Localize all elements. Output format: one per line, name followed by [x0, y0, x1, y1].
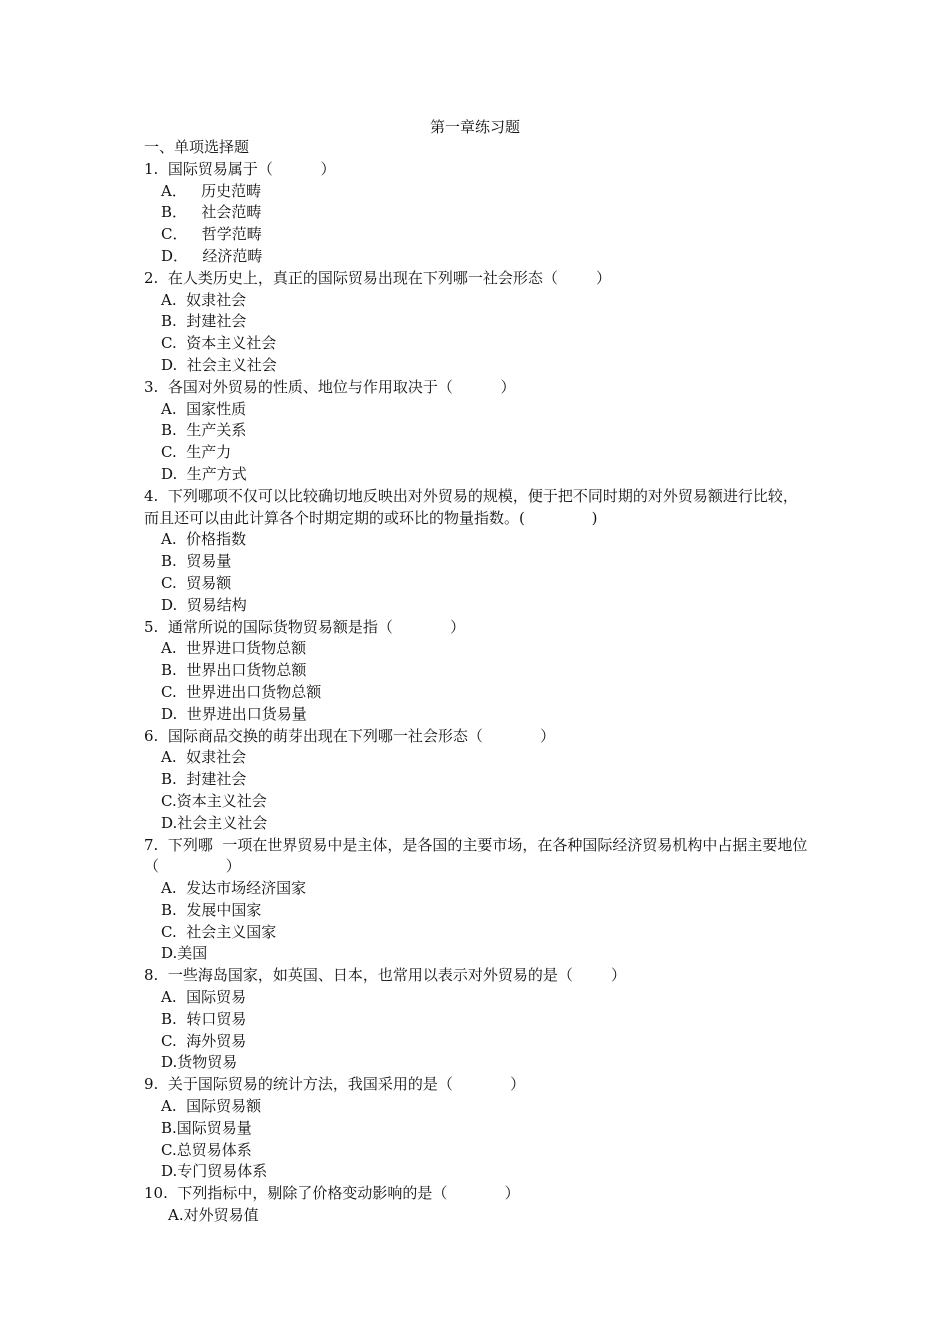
- question-8: [144, 965, 812, 1074]
- option-b: B. 世界出口货物总额: [161, 661, 307, 680]
- option-d: D.货物贸易: [161, 1053, 238, 1072]
- option-b: B. 转口贸易: [161, 1009, 247, 1028]
- option-a: A. 国际贸易: [161, 988, 247, 1007]
- option-a: A. 发达市场经济国家: [161, 879, 307, 898]
- option-c: C. 世界进出口货物总额: [161, 682, 322, 701]
- question-stem: 2. 在人类历史上，真正的国际贸易出现在下列哪一社会形态（ ）: [144, 268, 611, 287]
- option-a: A.对外贸易值: [168, 1206, 259, 1225]
- option-c: C.资本主义社会: [161, 791, 267, 810]
- page-title: 第一章练习题: [429, 118, 520, 136]
- question-stem: 1. 国际贸易属于（ ）: [144, 159, 336, 178]
- option-b: B. 封建社会: [161, 312, 247, 331]
- option-a: A. 国际贸易额: [161, 1097, 262, 1116]
- question-stem: 10. 下列指标中，剔除了价格变动影响的是（ ）: [144, 1184, 520, 1203]
- option-c: C. 贸易额: [161, 573, 232, 592]
- question-4: [144, 486, 812, 617]
- option-b: B. 贸易量: [161, 552, 232, 571]
- option-c: C. 社会主义国家: [161, 922, 277, 941]
- question-stem: 5. 通常所说的国际货物贸易额是指（ ）: [144, 617, 466, 636]
- option-a: A. 国家性质: [161, 399, 247, 418]
- option-b: B. 生产关系: [161, 421, 247, 440]
- option-d: D.专门贸易体系: [161, 1162, 268, 1181]
- question-stem: 7. 下列哪 一项在世界贸易中是主体，是各国的主要市场，在各种国际经济贸易机构中占据主要地位（ ）: [144, 835, 808, 876]
- option-d: D.美国: [161, 944, 208, 963]
- option-c: C.总贸易体系: [161, 1140, 252, 1159]
- option-c: C. 海外贸易: [161, 1031, 247, 1050]
- question-stem: 3. 各国对外贸易的性质、地位与作用取决于（ ）: [144, 377, 516, 396]
- option-a: A． 历史范畴: [161, 181, 262, 200]
- option-a: A. 奴隶社会: [161, 290, 247, 309]
- question-5: [144, 617, 812, 726]
- section-heading: 一、单项选择题: [144, 138, 250, 156]
- question-stem: 4. 下列哪项不仅可以比较确切地反映出对外贸易的规模，便于把不同时期的对外贸易额进行比较，而且还可以由此计算各个时期定期的或环比的物量指数。( ): [144, 486, 798, 527]
- question-stem: 9. 关于国际贸易的统计方法，我国采用的是（ ）: [144, 1075, 526, 1094]
- option-b: B. 封建社会: [161, 770, 247, 789]
- option-c: C. 资本主义社会: [161, 334, 277, 353]
- question-6: [144, 726, 812, 835]
- option-c: C. 生产力: [161, 443, 232, 462]
- question-10: [144, 1183, 812, 1227]
- option-d: D. 贸易结构: [161, 595, 247, 614]
- question-7: [144, 835, 812, 966]
- option-c: C． 哲学范畴: [161, 225, 262, 244]
- question-stem: 8. 一些海岛国家，如英国、日本，也常用以表示对外贸易的是（ ）: [144, 966, 626, 985]
- question-list: [144, 137, 812, 1227]
- option-b: B. 发展中国家: [161, 900, 262, 919]
- option-a: A. 世界进口货物总额: [161, 639, 307, 658]
- option-d: D. 社会主义社会: [161, 355, 277, 374]
- question-9: [144, 1074, 812, 1183]
- option-b: B.国际贸易量: [161, 1118, 252, 1137]
- option-d: D.社会主义社会: [161, 813, 268, 832]
- option-d: D． 经济范畴: [161, 246, 263, 265]
- option-a: A. 奴隶社会: [161, 748, 247, 767]
- option-d: D. 生产方式: [161, 464, 247, 483]
- question-2: [144, 268, 812, 377]
- question-3: [144, 377, 812, 486]
- question-stem: 6. 国际商品交换的萌芽出现在下列哪一社会形态（ ）: [144, 726, 556, 745]
- option-b: B． 社会范畴: [161, 203, 262, 222]
- question-1: [144, 159, 812, 268]
- option-d: D. 世界进出口货易量: [161, 704, 307, 723]
- option-a: A. 价格指数: [161, 530, 247, 549]
